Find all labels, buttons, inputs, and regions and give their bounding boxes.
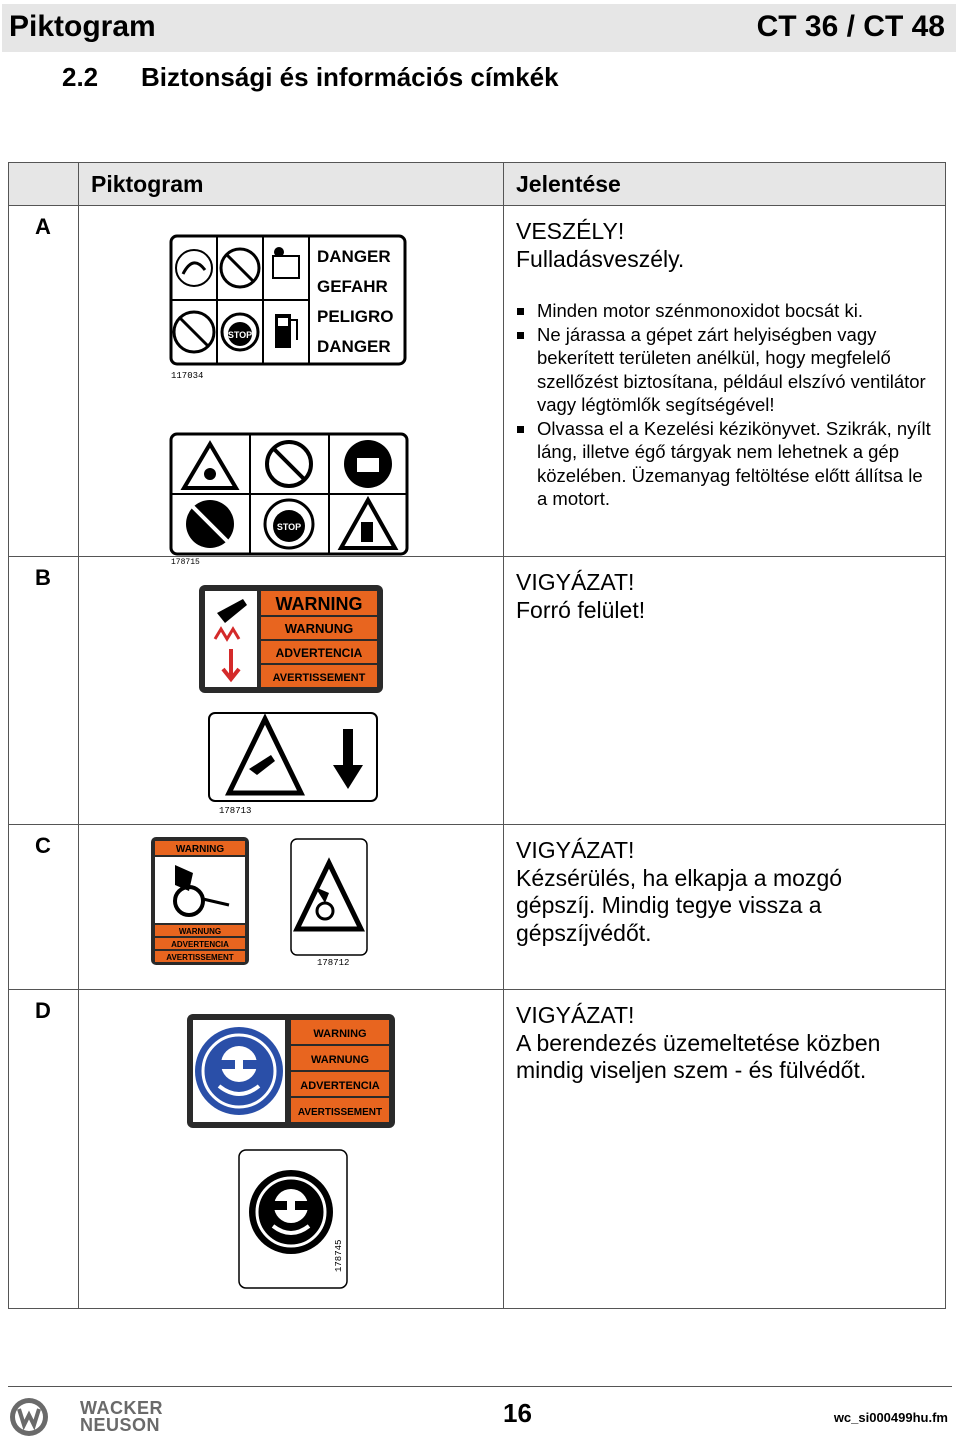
meaning-line: Forró felület! [516,596,646,623]
pictogram-cell [79,557,504,825]
meaning-line: gépszíj. Mindig tegye vissza a [516,892,822,918]
no-smoking-icon [186,500,234,548]
meaning-column-header: Jelentése [504,163,946,206]
meaning-line: A berendezés üzemeltetése közben [516,1029,881,1056]
ear-eye-protection-icon [249,1170,333,1254]
avertissement-label: AVERTISSEMENT [297,1107,383,1118]
pictogram-cell [79,990,504,1309]
peligro-label: PELIGRO [317,307,394,326]
meaning-line: VIGYÁZAT! [516,1002,635,1028]
meaning-line: VESZÉLY! [516,218,625,244]
pictogram-cell [79,206,504,567]
meaning-cell [504,825,946,990]
part-number: 178715 [171,558,200,567]
meaning-line: gépszíjvédőt. [516,919,652,946]
pictogram-cell [79,825,504,990]
table-row [9,206,946,557]
gefahr-label: GEFAHR [317,277,388,296]
belt-hazard-sticker-set [79,825,503,984]
table-header-row [9,163,946,206]
model-number: CT 36 / CT 48 [756,10,945,43]
list-item: Ne járassa a gépet zárt helyiségben vagy bekerített területen anélkül, hogy megfelelő szellőzést biztosítana, például elszívó ventilátor vagy légtömlők segítségével! [526,323,935,417]
document-reference: wc_si000499hu.fm [833,1410,948,1425]
meaning-line: Fulladásveszély. [516,245,685,272]
table-row [9,557,946,825]
table-row [9,990,946,1309]
svg-text:STOP: STOP [227,330,253,340]
warning-label: WARNING [313,1028,367,1040]
danger-label-fr: DANGER [317,337,391,356]
meaning-line: VIGYÁZAT! [516,837,635,863]
page-number: 16 [503,1398,532,1428]
meaning-line: VIGYÁZAT! [516,569,635,595]
meaning-cell [504,990,946,1309]
row-label: C [9,825,79,990]
pictogram-column-header: Piktogram [79,163,504,206]
brand-name: WACKER NEUSON [80,1398,163,1435]
warning-label: WARNING [275,594,363,614]
warning-label: WARNING [175,844,225,855]
footer-divider [8,1386,952,1387]
warnung-label: WARNUNG [284,621,354,636]
hot-surface-sticker-set [79,557,503,819]
list-item: Minden motor szénmonoxidot bocsát ki. [526,299,935,323]
part-number: 117034 [171,371,204,381]
advertencia-label: ADVERTENCIA [300,1080,380,1092]
row-label: B [9,557,79,825]
meaning-line: Kézsérülés, ha elkapja a mozgó [516,864,843,891]
meaning-line: mindig viseljen szem - és fülvédőt. [516,1057,867,1083]
svg-text:WARNUNG: WARNUNG [178,927,222,936]
svg-text:ADVERTENCIA: ADVERTENCIA [171,940,229,949]
wacker-neuson-logo-icon [8,1396,50,1438]
warnung-label: WARNUNG [310,1054,370,1066]
part-number: 178745 [334,1239,344,1272]
part-number: 178712 [317,958,350,968]
list-item: Olvassa el a Kezelési kézikönyvet. Szikrák, nyílt láng, illetve égő tárgyak nem lehetnek a gép közelében. Üzemanyag feltöltése előtt állítsa le a motort. [526,417,935,511]
meaning-cell [504,206,946,557]
svg-text:STOP: STOP [276,522,302,532]
section-number: 2.2 [62,62,99,92]
read-manual-icon [344,440,392,488]
protection-sticker-set [79,990,503,1303]
page-header-title: Piktogram [9,10,156,43]
danger-sticker-set [79,206,503,567]
pictogram-table [8,162,946,1309]
label-column-header [9,163,79,206]
bullet-list [526,299,935,511]
meaning-cell [504,557,946,825]
part-number: 178713 [219,806,252,816]
avertissement-label: AVERTISSEMENT [272,672,366,684]
advertencia-label: ADVERTENCIA [275,646,363,660]
svg-text:AVERTISSEMENT: AVERTISSEMENT [166,953,234,962]
section-title: Biztonsági és információs címkék [141,62,559,92]
danger-label: DANGER [317,247,391,266]
row-label: D [9,990,79,1309]
row-label: A [9,206,79,557]
table-row [9,825,946,990]
ear-eye-protection-icon [195,1027,283,1115]
